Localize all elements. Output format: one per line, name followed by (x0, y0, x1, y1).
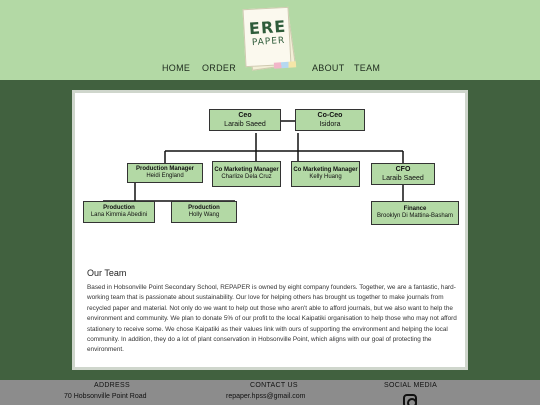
team-section-title: Our Team (87, 268, 127, 278)
instagram-icon[interactable] (403, 394, 417, 405)
org-role: Ceo (238, 112, 252, 119)
org-person: Brooklyn Di Mattina-Basham (376, 213, 454, 219)
repaper-logo[interactable] (240, 6, 296, 70)
org-role: Co Marketing Manager (214, 167, 279, 173)
org-node-production-1 (83, 201, 155, 223)
org-node-cfo (371, 163, 435, 185)
org-role: Co Marketing Manager (293, 167, 358, 173)
team-description: Based in Hobsonville Point Secondary School, REPAPER is owned by eight company founders. Together, we are a fantastic, hard-working team that is passionate about sustainability. Our love for helping others has brought us together to make journals from recycled paper and material. Not only do we want to help out those who aren't able to afford journals, but we also want to help the environment and community. We plan to donate 5% of our profit to the local Kaipatiki organisation to help those who may not afford stationery to receive some. We chose Kaipatiki as their values link with ours of supporting the environment and helping the local community. In addition, they do a lot of plant conservation in Hobsonville Point, which aligns with our goal of protecting the environment. (87, 284, 457, 354)
org-node-coceo (295, 109, 365, 131)
org-role: Production (188, 205, 220, 211)
org-person: Lana Kimmia Abedini (90, 212, 148, 218)
org-node-ceo (209, 109, 281, 131)
content-panel (72, 90, 468, 370)
nav-about[interactable]: ABOUT (312, 63, 345, 73)
logo-line-1: ERE (248, 16, 287, 39)
org-chart (75, 93, 465, 233)
nav-team[interactable]: TEAM (354, 63, 381, 73)
nav-order[interactable]: ORDER (202, 63, 237, 73)
org-node-marketing-manager-2 (291, 161, 360, 187)
logo-color-strip (274, 61, 296, 69)
logo-line-2: PAPER (251, 35, 286, 49)
org-person: Charlize Dela Cruz (221, 174, 272, 180)
footer-address-label: ADDRESS (94, 382, 130, 389)
org-role: Finance (403, 206, 427, 212)
org-node-finance (371, 201, 459, 225)
nav-home[interactable]: HOME (162, 63, 191, 73)
logo-text (247, 16, 289, 49)
site-header (0, 0, 540, 80)
org-role: Production Manager (135, 166, 194, 172)
org-role: CFO (395, 166, 411, 173)
org-person: Isidora (319, 121, 341, 128)
footer-contact-email[interactable]: repaper.hpss@gmail.com (226, 393, 306, 400)
org-node-production-manager (127, 163, 203, 183)
footer-address-value: 70 Hobsonville Point Road (64, 393, 147, 400)
footer-social-label: SOCIAL MEDIA (384, 382, 438, 389)
org-node-marketing-manager-1 (212, 161, 281, 187)
org-role: Co-Ceo (317, 112, 343, 119)
org-node-production-2 (171, 201, 237, 223)
org-person: Laraib Saeed (382, 175, 424, 182)
org-role: Production (103, 205, 135, 211)
org-person: Heidi England (146, 173, 184, 179)
footer-contact-label: CONTACT US (250, 382, 298, 389)
org-person: Kelly Huang (309, 174, 342, 180)
org-person: Laraib Saeed (224, 121, 266, 128)
org-person: Holly Wang (188, 212, 220, 218)
site-footer (0, 380, 540, 405)
